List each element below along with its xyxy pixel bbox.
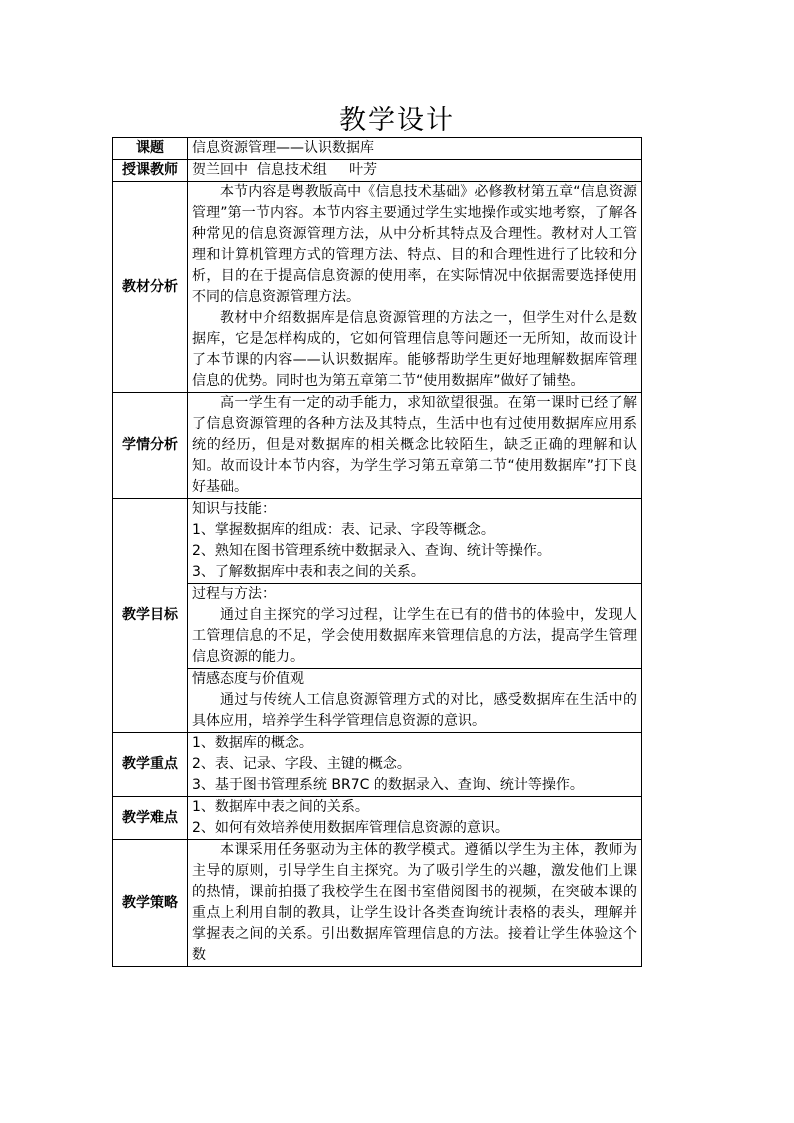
- label-goals: 教学目标: [113, 499, 188, 733]
- label-teacher: 授课教师: [113, 160, 188, 182]
- label-topic: 课题: [113, 138, 188, 160]
- row-goals-process: [113, 584, 642, 669]
- students-paragraph: 高一学生有一定的动手能力，求知欲望很强。在第一课时已经了解了信息资源管理的各种方法及其特点，生活中也有过使用数据库应用系统的经历，但是对数据库的相关概念比较陌生，缺乏正确的理解和认知。故而设计本节内容，为学生学习第五章第二节“使用数据库”打下良好基础。: [192, 395, 637, 495]
- value-strategy: [188, 840, 642, 967]
- row-topic: [113, 138, 642, 160]
- value-material: [188, 182, 642, 393]
- material-paragraph-2: 教材中介绍数据库是信息资源管理的方法之一，但学生对什么是数据库，它是怎样构成的，它如何管理信息等问题还一无所知，故而设计了本节课的内容——认识数据库。能够帮助学生更好地理解数据库管理信息的优势。同时也为第五章第二节“使用数据库”做好了铺垫。: [192, 310, 637, 389]
- label-material: 教材分析: [113, 182, 188, 393]
- row-goals-attitude: [113, 669, 642, 733]
- goals-process: [188, 584, 642, 669]
- key-point-1: 1、数据库的概念。: [192, 735, 313, 751]
- key-point-2: 2、表、记录、字段、主键的概念。: [192, 756, 411, 772]
- row-goals-knowledge: [113, 499, 642, 584]
- document-title: 教学设计: [339, 105, 455, 136]
- knowledge-item-1: 1、掌握数据库的组成：表、记录、字段等概念。: [192, 522, 495, 538]
- lesson-plan-table: [112, 137, 642, 967]
- row-difficulties: [113, 797, 642, 840]
- attitude-heading: 情感态度与价值观: [192, 671, 304, 687]
- knowledge-item-3: 3、了解数据库中表和表之间的关系。: [192, 564, 425, 580]
- attitude-text: 通过与传统人工信息资源管理方式的对比，感受数据库在生活中的具体应用，培养学生科学管理信息资源的意识。: [192, 692, 637, 729]
- process-heading: 过程与方法：: [192, 586, 276, 602]
- row-material: [113, 182, 642, 393]
- knowledge-heading: 知识与技能：: [192, 501, 276, 517]
- strategy-text: 本课采用任务驱动为主体的教学模式。遵循以学生为主体，教师为主导的原则，引导学生自主探究。为了吸引学生的兴趣，激发他们上课的热情，课前拍摄了我校学生在图书室借阅图书的视频，在突破本课的重点上利用自制的教具，让学生设计各类查询统计表格的表头，理解并掌握表之间的关系。引出数据库管理信息的方法。接着让学生体验这个数: [192, 842, 637, 963]
- goals-knowledge: [188, 499, 642, 584]
- row-teacher: [113, 160, 642, 182]
- goals-attitude: [188, 669, 642, 733]
- row-key-points: [113, 733, 642, 797]
- label-strategy: 教学策略: [113, 840, 188, 967]
- row-students: [113, 393, 642, 499]
- value-difficulties: [188, 797, 642, 840]
- row-strategy: [113, 840, 642, 967]
- label-key-points: 教学重点: [113, 733, 188, 797]
- key-point-3: 3、基于图书管理系统 BR7C 的数据录入、查询、统计等操作。: [192, 777, 584, 793]
- material-paragraph-1: 本节内容是粤教版高中《信息技术基础》必修教材第五章“信息资源管理”第一节内容。本节内容主要通过学生实地操作或实地考察，了解各种常见的信息资源管理方法，从中分析其特点及合理性。教材对人工管理和计算机管理方式的管理方法、特点、目的和合理性进行了比较和分析，目的在于提高信息资源的使用率，在实际情况中依据需要选择使用不同的信息资源管理方法。: [192, 184, 637, 305]
- difficulty-2: 2、如何有效培养使用数据库管理信息资源的意识。: [192, 820, 509, 836]
- value-topic: 信息资源管理——认识数据库: [188, 138, 642, 160]
- value-teacher: 贺兰回中 信息技术组 叶芳: [188, 160, 642, 182]
- knowledge-item-2: 2、熟知在图书管理系统中数据录入、查询、统计等操作。: [192, 543, 551, 559]
- label-students: 学情分析: [113, 393, 188, 499]
- label-difficulties: 教学难点: [113, 797, 188, 840]
- value-students: [188, 393, 642, 499]
- difficulty-1: 1、数据库中表之间的关系。: [192, 799, 369, 815]
- value-key-points: [188, 733, 642, 797]
- process-text: 通过自主探究的学习过程，让学生在已有的借书的体验中，发现人工管理信息的不足，学会使用数据库来管理信息的方法，提高学生管理信息资源的能力。: [192, 607, 637, 665]
